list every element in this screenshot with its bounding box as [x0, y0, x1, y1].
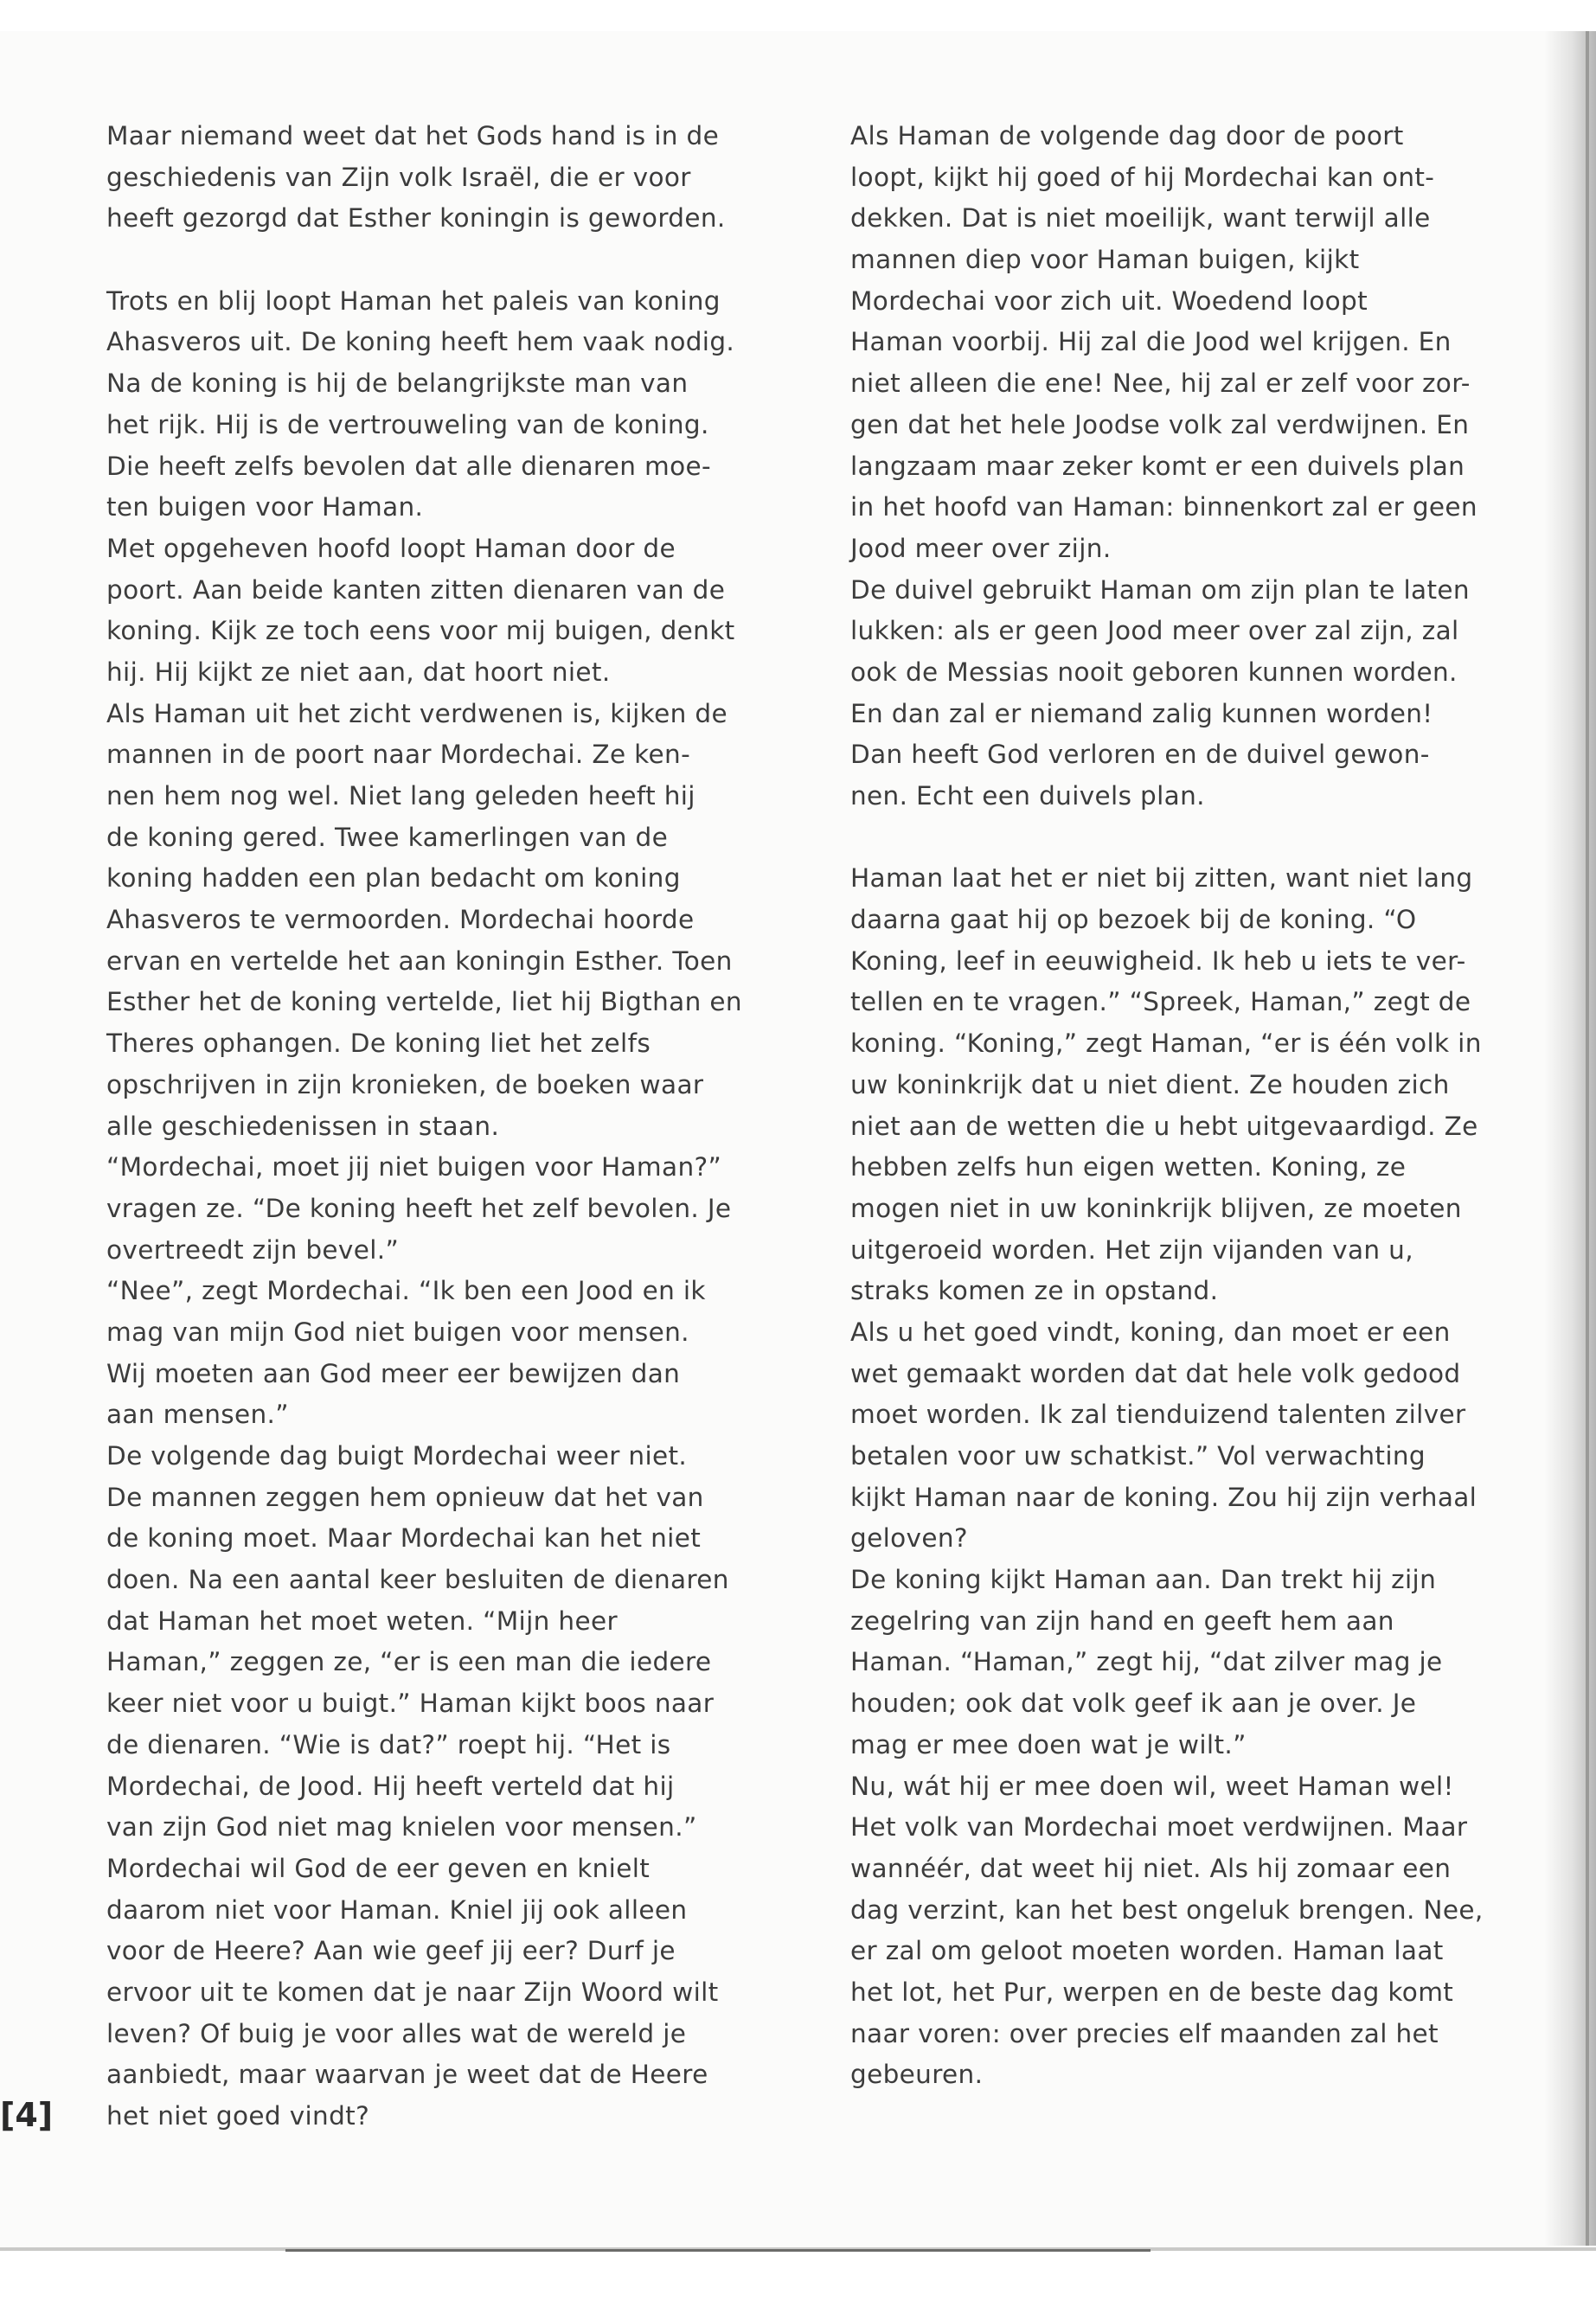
text-line: het niet goed vindt? — [106, 2101, 370, 2131]
text-line: Haman voorbij. Hij zal die Jood wel krijgen. En — [850, 327, 1452, 357]
text-line: Als Haman uit het zicht verdwenen is, kijken de — [106, 698, 727, 728]
text-line: voor de Heere? Aan wie geef jij eer? Durf je — [106, 1936, 676, 1966]
left-text-column — [106, 116, 747, 2138]
text-line: mannen in de poort naar Mordechai. Ze ken- — [106, 740, 691, 770]
text-line: mogen niet in uw koninkrijk blijven, ze moeten — [850, 1193, 1462, 1223]
page-edge — [1586, 31, 1589, 2246]
text-line: tellen en te vragen.” “Spreek, Haman,” zegt de — [850, 987, 1471, 1017]
text-line: het lot, het Pur, werpen en de beste dag komt — [850, 1977, 1454, 2007]
right-text-column — [850, 116, 1490, 2096]
page-number: [4] — [0, 2096, 54, 2134]
text-line: ervoor uit te komen dat je naar Zijn Woord wilt — [106, 1977, 719, 2007]
text-line: Het volk van Mordechai moet verdwijnen. Maar — [850, 1812, 1468, 1843]
text-line: Esther het de koning vertelde, liet hij Bigthan en — [106, 987, 742, 1017]
text-line: Met opgeheven hoofd loopt Haman door de — [106, 533, 676, 563]
text-line: dekken. Dat is niet moeilijk, want terwijl alle — [850, 203, 1431, 234]
text-line: er zal om geloot moeten worden. Haman laat — [850, 1936, 1444, 1966]
text-line: lukken: als er geen Jood meer over zal zijn, zal — [850, 616, 1459, 646]
text-line: aan mensen.” — [106, 1400, 289, 1430]
text-line: koning. Kijk ze toch eens voor mij buigen, denkt — [106, 616, 735, 646]
text-line: wannéér, dat weet hij niet. Als hij zomaar een — [850, 1853, 1452, 1883]
text-line: Mordechai voor zich uit. Woedend loopt — [850, 285, 1368, 316]
text-line: dag verzint, kan het best ongeluk brengen. Nee, — [850, 1894, 1484, 1925]
text-line: mag er mee doen wat je wilt.” — [850, 1729, 1247, 1759]
text-line: de dienaren. “Wie is dat?” roept hij. “Het is — [106, 1729, 671, 1759]
text-line: loopt, kijkt hij goed of hij Mordechai kan ont- — [850, 162, 1435, 192]
text-line: Haman laat het er niet bij zitten, want niet lang — [850, 863, 1473, 894]
text-line: ten buigen voor Haman. — [106, 492, 424, 522]
text-line: gen dat het hele Joodse volk zal verdwijnen. En — [850, 409, 1470, 439]
text-line: De volgende dag buigt Mordechai weer niet. — [106, 1441, 688, 1471]
text-line: De koning kijkt Haman aan. Dan trekt hij zijn — [850, 1565, 1437, 1595]
text-line: van zijn God niet mag knielen voor mensen.” — [106, 1812, 697, 1843]
bottom-margin — [0, 2247, 1596, 2301]
text-line: Die heeft zelfs bevolen dat alle dienaren moe- — [106, 451, 711, 481]
text-line: Na de koning is hij de belangrijkste man van — [106, 369, 689, 399]
text-line: in het hoofd van Haman: binnenkort zal er geen — [850, 492, 1477, 522]
text-line: mannen diep voor Haman buigen, kijkt — [850, 245, 1360, 275]
text-line: Theres ophangen. De koning liet het zelfs — [106, 1029, 651, 1059]
text-line: nen hem nog wel. Niet lang geleden heeft hij — [106, 781, 695, 811]
text-line: daarom niet voor Haman. Kniel jij ook alleen — [106, 1894, 688, 1925]
text-line: keer niet voor u buigt.” Haman kijkt boos naar — [106, 1689, 715, 1719]
text-line: de koning moet. Maar Mordechai kan het niet — [106, 1523, 702, 1554]
text-line: ook de Messias nooit geboren kunnen worden. — [850, 657, 1458, 687]
text-line: niet aan de wetten die u hebt uitgevaardigd. Ze — [850, 1111, 1478, 1141]
text-line: nen. Echt een duivels plan. — [850, 781, 1205, 811]
text-line: gebeuren. — [850, 2060, 984, 2090]
text-line: koning. “Koning,” zegt Haman, “er is één volk in — [850, 1029, 1482, 1059]
text-line: Jood meer over zijn. — [850, 533, 1112, 563]
text-line: Nu, wát hij er mee doen wil, weet Haman wel! — [850, 1771, 1454, 1801]
text-line: Mordechai, de Jood. Hij heeft verteld dat hij — [106, 1771, 675, 1801]
text-line: zegelring van zijn hand en geeft hem aan — [850, 1606, 1394, 1636]
text-line: kijkt Haman naar de koning. Zou hij zijn verhaal — [850, 1482, 1477, 1512]
text-line: Haman,” zeggen ze, “er is een man die iedere — [106, 1647, 712, 1677]
text-line: de koning gered. Twee kamerlingen van de — [106, 822, 669, 852]
top-margin — [0, 0, 1596, 31]
text-line: heeft gezorgd dat Esther koningin is geworden. — [106, 203, 726, 234]
text-line: mag van mijn God niet buigen voor mensen. — [106, 1317, 689, 1347]
text-line: En dan zal er niemand zalig kunnen worden! — [850, 698, 1433, 728]
text-line: dat Haman het moet weten. “Mijn heer — [106, 1606, 618, 1636]
text-line: poort. Aan beide kanten zitten dienaren van de — [106, 574, 726, 605]
text-line: Wij moeten aan God meer eer bewijzen dan — [106, 1358, 681, 1388]
text-line: uw koninkrijk dat u niet dient. Ze houden zich — [850, 1069, 1450, 1099]
text-line: Haman. “Haman,” zegt hij, “dat zilver mag je — [850, 1647, 1443, 1677]
text-line: Ahasveros uit. De koning heeft hem vaak nodig. — [106, 327, 735, 357]
text-line: wet gemaakt worden dat dat hele volk gedood — [850, 1358, 1461, 1388]
text-line: opschrijven in zijn kronieken, de boeken waar — [106, 1069, 704, 1099]
text-line: het rijk. Hij is de vertrouweling van de koning. — [106, 409, 709, 439]
text-line: geloven? — [850, 1523, 968, 1554]
text-line: Als Haman de volgende dag door de poort — [850, 121, 1404, 151]
text-line: alle geschiedenissen in staan. — [106, 1111, 500, 1141]
paragraph-gap — [106, 240, 747, 281]
text-line: hebben zelfs hun eigen wetten. Koning, ze — [850, 1152, 1407, 1183]
text-line: betalen voor uw schatkist.” Vol verwachting — [850, 1441, 1426, 1471]
text-line: De mannen zeggen hem opnieuw dat het van — [106, 1482, 704, 1512]
text-line: naar voren: over precies elf maanden zal het — [850, 2018, 1439, 2048]
bottom-rule — [285, 2249, 1151, 2252]
text-line: Mordechai wil God de eer geven en knielt — [106, 1853, 651, 1883]
text-line: De duivel gebruikt Haman om zijn plan te laten — [850, 574, 1470, 605]
text-line: houden; ook dat volk geef ik aan je over. Je — [850, 1689, 1417, 1719]
text-line: doen. Na een aantal keer besluiten de dienaren — [106, 1565, 729, 1595]
text-line: “Mordechai, moet jij niet buigen voor Haman?” — [106, 1152, 722, 1183]
text-line: Ahasveros te vermoorden. Mordechai hoorde — [106, 905, 695, 935]
text-line: aanbiedt, maar waarvan je weet dat de Heere — [106, 2060, 708, 2090]
text-line: ervan en vertelde het aan koningin Esther. Toen — [106, 945, 733, 976]
paragraph-gap — [850, 817, 1490, 859]
text-line: moet worden. Ik zal tienduizend talenten zilver — [850, 1400, 1466, 1430]
text-line: koning hadden een plan bedacht om koning — [106, 863, 681, 894]
text-line: niet alleen die ene! Nee, hij zal er zelf voor zor- — [850, 369, 1471, 399]
text-line: overtreedt zijn bevel.” — [106, 1234, 400, 1265]
text-line: geschiedenis van Zijn volk Israël, die er voor — [106, 162, 691, 192]
text-line: daarna gaat hij op bezoek bij de koning. “O — [850, 905, 1417, 935]
text-line: leven? Of buig je voor alles wat de wereld je — [106, 2018, 687, 2048]
text-line: vragen ze. “De koning heeft het zelf bevolen. Je — [106, 1193, 732, 1223]
text-line: “Nee”, zegt Mordechai. “Ik ben een Jood en ik — [106, 1276, 706, 1306]
text-line: Trots en blij loopt Haman het paleis van koning — [106, 285, 721, 316]
text-line: straks komen ze in opstand. — [850, 1276, 1219, 1306]
text-line: uitgeroeid worden. Het zijn vijanden van u, — [850, 1234, 1413, 1265]
text-line: langzaam maar zeker komt er een duivels plan — [850, 451, 1465, 481]
text-line: Koning, leef in eeuwigheid. Ik heb u iets te ver- — [850, 945, 1466, 976]
text-line: hij. Hij kijkt ze niet aan, dat hoort niet. — [106, 657, 611, 687]
text-line: Maar niemand weet dat het Gods hand is in de — [106, 121, 720, 151]
text-line: Dan heeft God verloren en de duivel gewon- — [850, 740, 1430, 770]
text-line: Als u het goed vindt, koning, dan moet er een — [850, 1317, 1451, 1347]
